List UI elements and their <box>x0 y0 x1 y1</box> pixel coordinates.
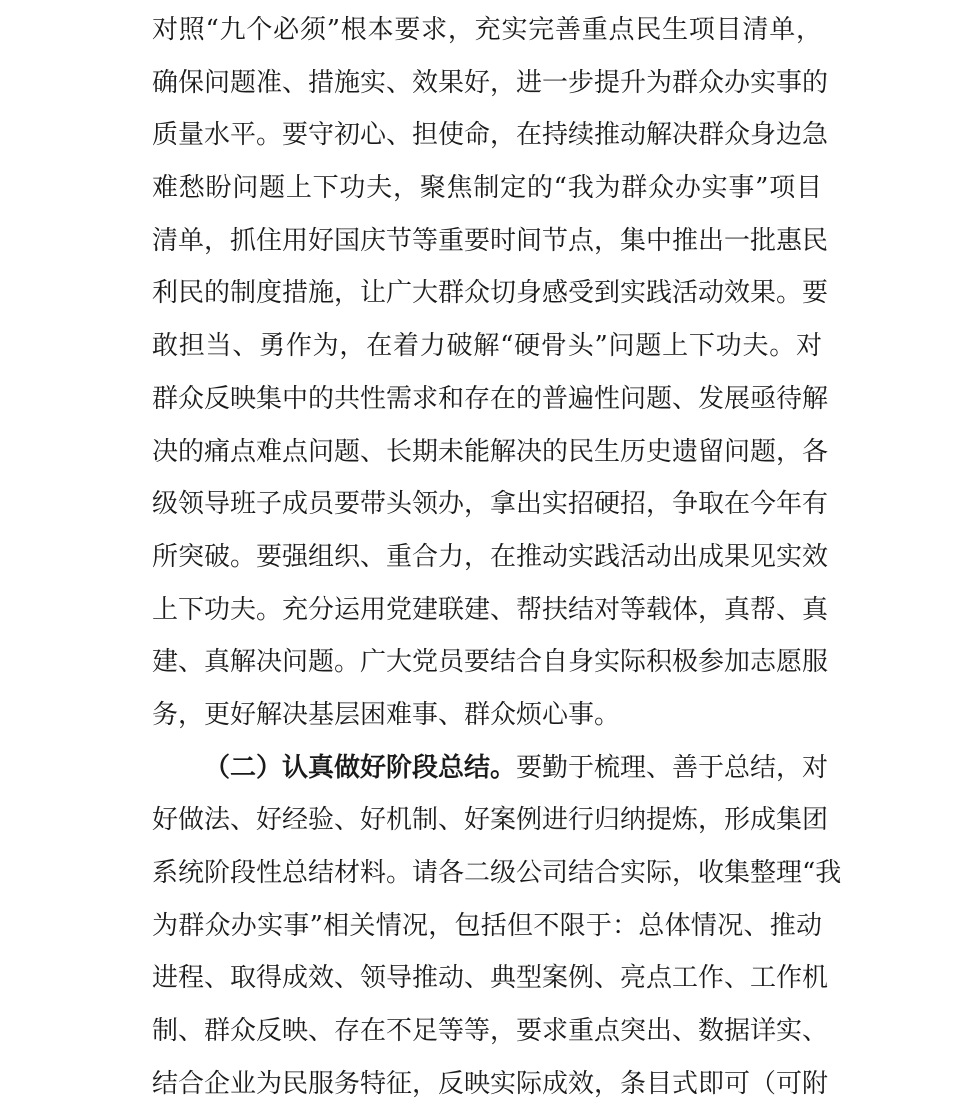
section-heading: （二）认真做好阶段总结。 <box>204 752 517 783</box>
text-line: 结合企业为民服务特征，反映实际成效，条目式即可（可附 <box>152 1068 829 1099</box>
text-line: 系统阶段性总结材料。请各二级公司结合实际，收集整理“我 <box>152 858 842 888</box>
text-line: 清单，抓住用好国庆节等重要时间节点，集中推出一批惠民 <box>152 225 829 256</box>
document-body <box>152 4 842 1110</box>
text-line: 为群众办实事”相关情况，包括但不限于：总体情况、推动 <box>152 910 822 941</box>
text-line: 建、真解决问题。广大党员要结合自身实际积极参加志愿服 <box>152 647 829 678</box>
text-line: 制、群众反映、存在不足等等，要求重点突出、数据详实、 <box>152 1016 829 1047</box>
text-line: 敢担当、勇作为，在着力破解“硬骨头”问题上下功夫。对 <box>152 331 822 362</box>
text-line: 质量水平。要守初心、担使命，在持续推动解决群众身边急 <box>152 120 829 151</box>
text-line: 上下功夫。充分运用党建联建、帮扶结对等载体，真帮、真 <box>152 594 829 625</box>
text-line: 务，更好解决基层困难事、群众烦心事。 <box>152 699 621 730</box>
section-first-line <box>152 742 829 795</box>
text-line: 群众反映集中的共性需求和存在的普遍性问题、发展亟待解 <box>152 383 829 414</box>
text-line: 级领导班子成员要带头领办，拿出实招硬招，争取在今年有 <box>152 489 829 520</box>
section-first-line-text: 要勤于梳理、善于总结，对 <box>516 752 829 783</box>
text-line: 利民的制度措施，让广大群众切身感受到实践活动效果。要 <box>152 278 829 309</box>
text-line: 好做法、好经验、好机制、好案例进行归纳提炼，形成集团 <box>152 805 829 836</box>
text-line: 确保问题准、措施实、效果好，进一步提升为群众办实事的 <box>152 67 829 98</box>
text-line: 所突破。要强组织、重合力，在推动实践活动出成果见实效 <box>152 541 829 572</box>
text-line: 难愁盼问题上下功夫，聚焦制定的“我为群众办实事”项目 <box>152 173 822 204</box>
text-line: 对照“九个必须”根本要求，充实完善重点民生项目清单， <box>152 15 822 45</box>
text-line: 决的痛点难点问题、长期未能解决的民生历史遗留问题，各 <box>152 436 829 467</box>
text-line: 进程、取得成效、领导推动、典型案例、亮点工作、工作机 <box>152 963 829 994</box>
